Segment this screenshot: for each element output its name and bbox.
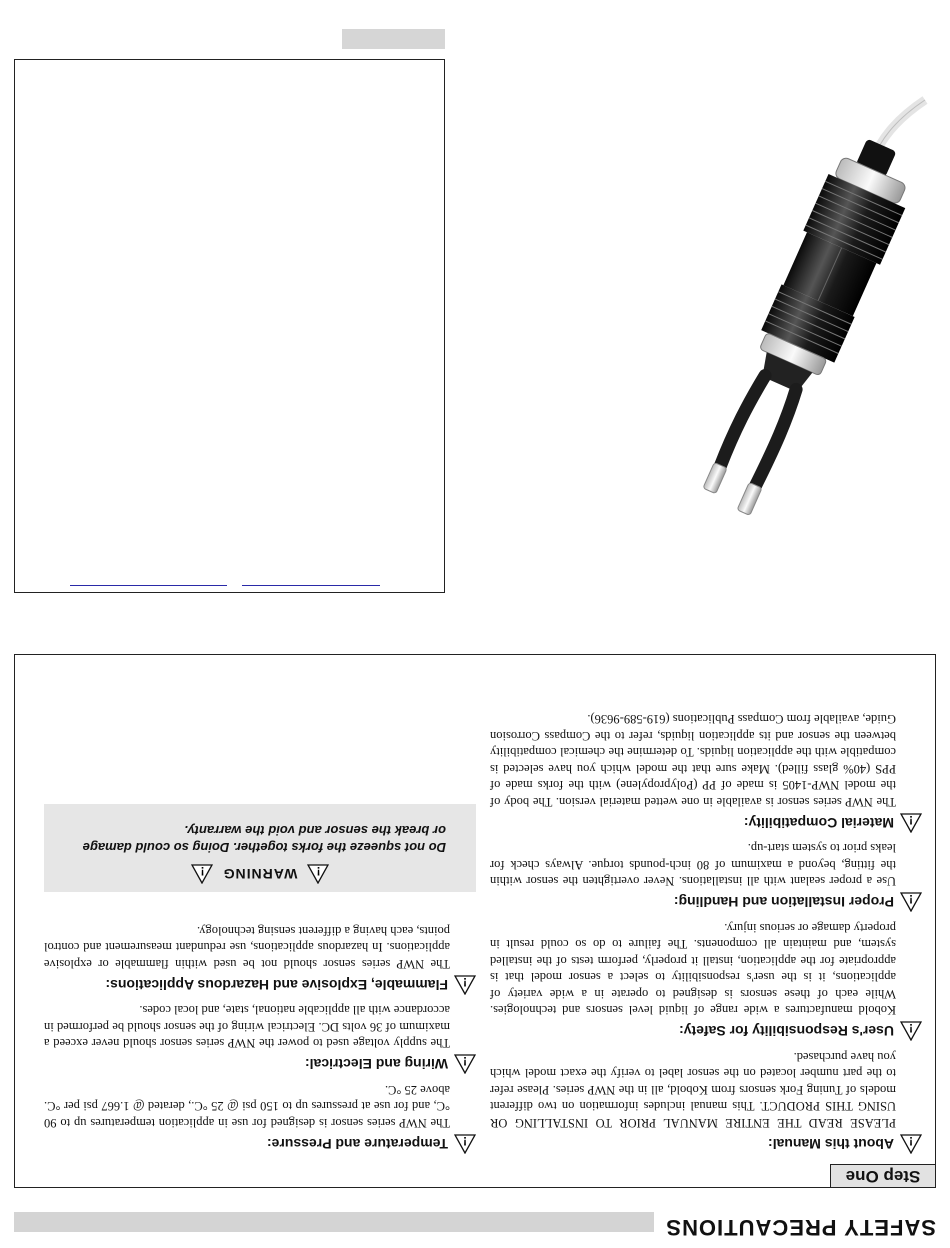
- section-temperature-pressure: [44, 1082, 476, 1155]
- caution-triangle-icon: [191, 864, 213, 884]
- section-body: Use a proper sealant with all installations. Never overtighten the sensor within the fitting, beyond a maximum of 80 inch-pounds torque. Always check for leaks prior to system start-up.: [490, 841, 896, 889]
- section-heading: Wiring and Electrical:: [304, 1056, 448, 1073]
- section-body: Kobold manufactures a wide range of liquid level sensors and technologies. While each of these sensors is designed to operate in a wide variety of applications, it is the user's responsibility to select a sensor model that is appropriate for the application, install it properly, perform tests of the installed system, and maintain all components. The failure to do so could result in property damage or serious injury.: [490, 921, 896, 1018]
- svg-text:!: !: [315, 864, 321, 878]
- left-column: [490, 704, 922, 1154]
- tuning-fork-sensor-image: [595, 95, 935, 535]
- header-gray-tab: [342, 29, 445, 49]
- section-body: The supply voltage used to power the NWP series sensor should never exceed a maximum of 36 volts DC. Electrical wiring of the sensor should be performed in accordance with all applicable national, state, and local codes.: [44, 1003, 450, 1051]
- section-hazardous-applications: [44, 923, 476, 996]
- section-user-responsibility: [490, 920, 922, 1042]
- section-heading: Proper Installation and Handling:: [673, 894, 894, 911]
- svg-text:!: !: [909, 1021, 913, 1036]
- svg-text:!: !: [909, 892, 913, 907]
- header-gray-bar: [14, 1212, 654, 1232]
- warning-body: Do not squeeze the forks together. Doing so could damage or break the sensor and void the warranty.: [82, 823, 446, 855]
- page-title: SAFETY PRECAUTIONS: [665, 1215, 936, 1240]
- top-empty-frame: [14, 59, 445, 593]
- svg-text:!: !: [199, 864, 205, 878]
- link-underline-1[interactable]: [70, 585, 227, 586]
- section-heading: Temperature and Pressure:: [266, 1136, 448, 1152]
- section-heading: User's Responsibility for Safety:: [679, 1023, 894, 1040]
- caution-triangle-icon: [900, 813, 922, 833]
- section-body: The NWP series sensor should not be used within flammable or explosive applications. In hazardous applications, use redundant measurement and control points, each having a different sensing technology.: [44, 924, 450, 971]
- svg-text:!: !: [463, 1054, 467, 1069]
- caution-triangle-icon: [307, 864, 329, 884]
- section-body: PLEASE READ THE ENTIRE MANUAL PRIOR TO INSTALLING OR USING THIS PRODUCT. This manual includes information on two different models of Tuning Fork sensors from Kobold, all in the NWP series. Please refer to the part number located on the sensor label to verify the exact model which you have purchased.: [490, 1050, 896, 1130]
- section-body: The NWP series sensor is designed for use in application temperatures up to 90 °C, and for use at pressures up to 150 psi @ 25 °C., derated @ 1.667 psi per °C. above 25 °C.: [44, 1083, 450, 1130]
- section-about-manual: [490, 1049, 922, 1155]
- section-material-compatibility: [490, 711, 922, 833]
- warning-title: WARNING: [222, 866, 298, 882]
- caution-triangle-icon: [900, 1022, 922, 1042]
- section-wiring-electrical: [44, 1002, 476, 1075]
- right-column: [44, 916, 476, 1155]
- step-label: Step One: [830, 1164, 936, 1188]
- section-body: The NWP series sensor is available in one wetted material version. The body of the model NWP-1405 is made of PP (Polypropylene) with the forks made of PPS (40% glass filled). Make sure that the model which you have selected is compatible with the application liquids. To determine the chemical compatibility between the sensor and its application liquids, refer to the Compass Corrosion Guide, available from Compass Publications (619-589-9636).: [490, 712, 896, 809]
- svg-text:!: !: [463, 1134, 467, 1148]
- caution-triangle-icon: [454, 1134, 476, 1154]
- caution-triangle-icon: [454, 975, 476, 995]
- section-heading: About this Manual:: [768, 1136, 894, 1152]
- warning-box: [44, 804, 476, 892]
- caution-triangle-icon: [900, 1134, 922, 1154]
- svg-text:!: !: [463, 975, 467, 989]
- svg-text:!: !: [909, 813, 913, 827]
- section-heading: Flammable, Explosive and Hazardous Applications:: [105, 977, 448, 993]
- svg-text:!: !: [909, 1134, 913, 1148]
- section-installation-handling: [490, 840, 922, 913]
- section-heading: Material Compatibility:: [743, 815, 894, 831]
- link-underline-2[interactable]: [242, 585, 380, 586]
- caution-triangle-icon: [454, 1055, 476, 1075]
- safety-precautions-panel: [14, 654, 936, 1240]
- caution-triangle-icon: [900, 893, 922, 913]
